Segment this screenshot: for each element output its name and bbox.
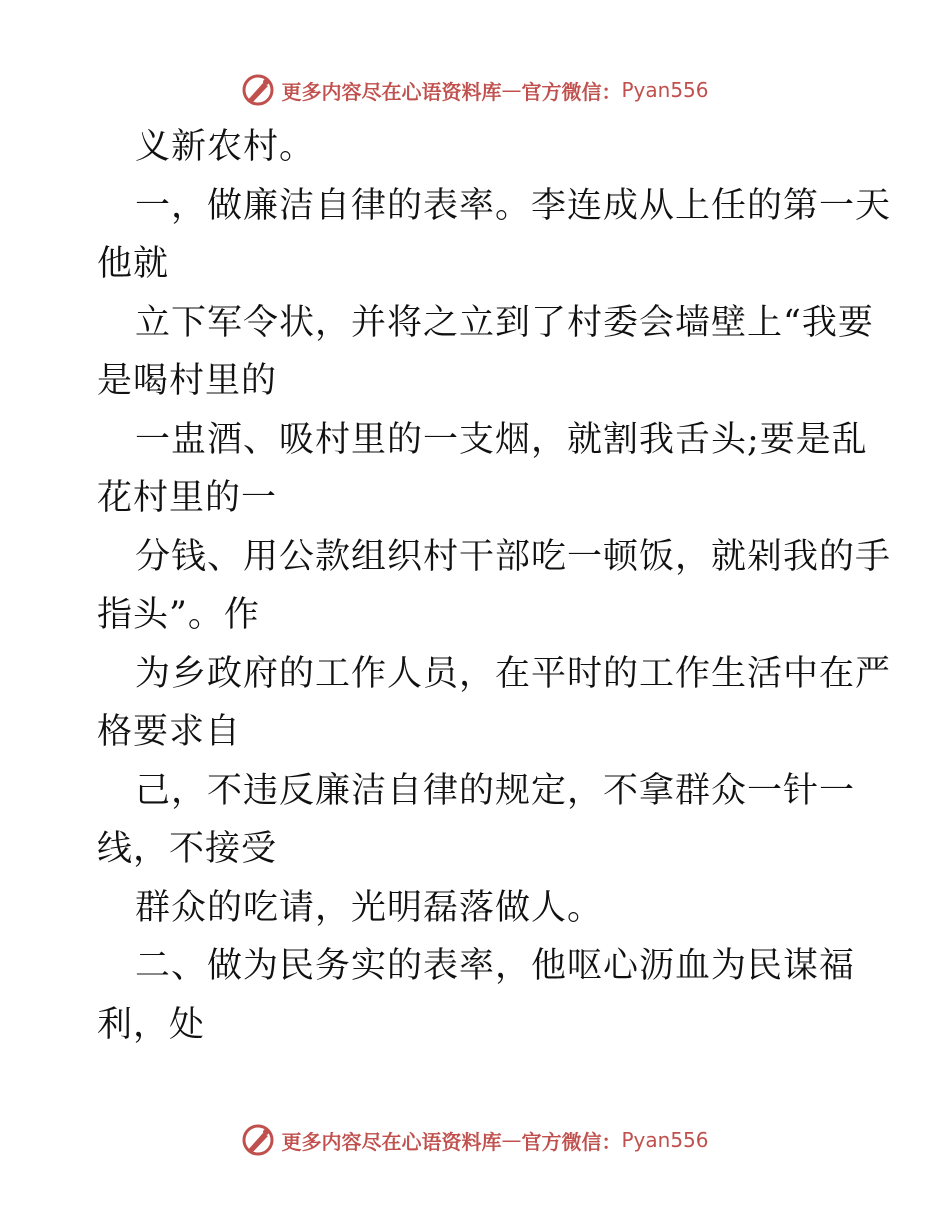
body-line: 他就 xyxy=(97,244,170,284)
body-line: 群众的吃请，光明磊落做人。 xyxy=(135,887,604,928)
body-line: 利，处 xyxy=(97,1004,206,1045)
watermark-brand: 更多内容尽在心语资料库 xyxy=(281,79,502,104)
body-line: 是喝村里的 xyxy=(97,361,278,401)
footer-watermark xyxy=(0,1120,950,1160)
body-line: 一盅酒、吸村里的一支烟，就割我舌头;要是乱 xyxy=(135,419,868,460)
watermark-official: 官方微信： xyxy=(521,79,622,104)
body-line: 线，不接受 xyxy=(97,829,278,869)
body-line: 花村里的一 xyxy=(97,478,278,518)
body-line: 指头”。作 xyxy=(97,595,260,635)
body-line: 义新农村。 xyxy=(135,127,316,167)
body-line: 立下军令状，并将之立到了村委会墙壁上“我要 xyxy=(135,302,874,343)
watermark-brand: 更多内容尽在心语资料库 xyxy=(281,1129,502,1154)
body-line: 为乡政府的工作人员，在平时的工作生活中在严 xyxy=(135,653,892,694)
body-line: 一，做廉洁自律的表率。李连成从上任的第一天 xyxy=(135,185,892,226)
watermark-dash: — xyxy=(501,1128,522,1152)
watermark-official: 官方微信： xyxy=(521,1129,622,1154)
document-body xyxy=(97,118,892,1054)
body-line: 二、做为民务实的表率，他呕心沥血为民谋福 xyxy=(135,946,856,986)
body-line: 格要求自 xyxy=(97,712,242,752)
body-line: 分钱、用公款组织村干部吃一顿饭，就剁我的手 xyxy=(135,536,892,577)
pen-in-circle-icon xyxy=(241,1123,275,1157)
watermark-account: Pyan556 xyxy=(621,78,709,102)
body-line: 己，不违反廉洁自律的规定，不拿群众一针一 xyxy=(135,770,856,811)
watermark-account: Pyan556 xyxy=(621,1128,709,1152)
watermark-dash: — xyxy=(501,78,522,102)
header-watermark xyxy=(0,70,950,110)
pen-in-circle-icon xyxy=(241,73,275,107)
